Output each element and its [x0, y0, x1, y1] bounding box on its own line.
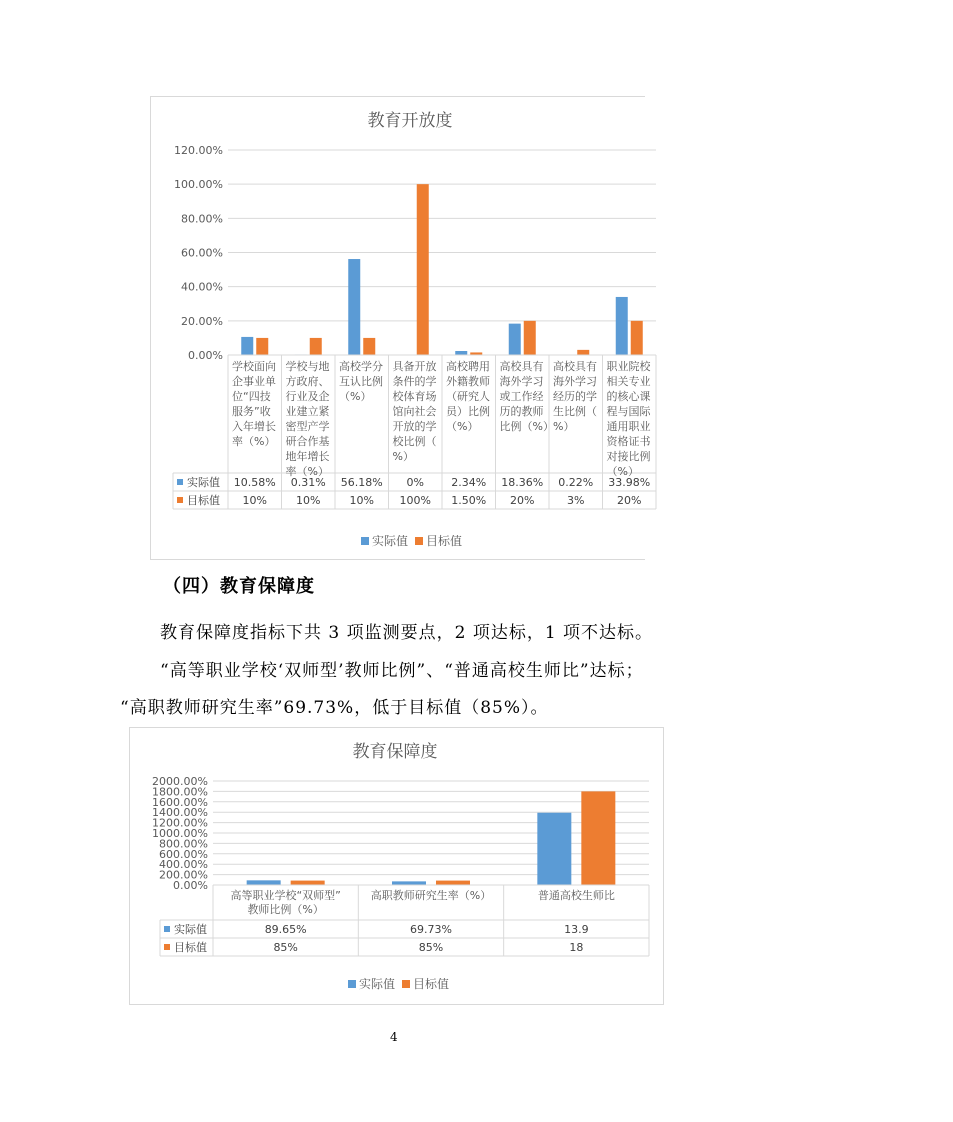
legend-swatch	[402, 980, 410, 988]
category-label: 业建立紧	[285, 405, 330, 418]
table-value: 0%	[406, 476, 424, 489]
category-label: 高校具有	[553, 360, 597, 373]
category-label: 馆向社会	[392, 405, 437, 418]
bar-target	[310, 338, 322, 355]
bar-target	[524, 321, 536, 355]
category-label: 互认比例	[339, 375, 383, 388]
category-label: （%）	[446, 420, 479, 433]
table-value: 85%	[418, 941, 444, 954]
table-value: 0.22%	[558, 476, 594, 489]
bar-actual	[537, 813, 571, 885]
y-tick-label: 40.00%	[181, 280, 223, 294]
table-value: 13.9	[564, 923, 589, 936]
bar-target	[417, 184, 429, 355]
category-label: （%）	[339, 390, 372, 403]
bar-actual	[455, 351, 467, 355]
legend-label: 实际值	[372, 534, 409, 548]
chart-2-svg	[130, 728, 663, 1004]
legend-label: 实际值	[359, 977, 396, 991]
y-tick-label: 100.00%	[174, 178, 223, 192]
category-label: 行业及企	[285, 390, 330, 403]
y-tick-label: 0.00%	[173, 879, 208, 892]
table-value: 10.58%	[233, 476, 276, 489]
category-label: 教师比例（%）	[247, 903, 324, 916]
bar-target	[291, 881, 325, 885]
table-value: 89.65%	[264, 923, 307, 936]
table-value: 2.34%	[451, 476, 487, 489]
category-label: （%）	[606, 465, 639, 478]
y-tick-label: 800.00%	[159, 837, 208, 851]
chart-title: 教育开放度	[367, 111, 453, 131]
table-value: 20%	[510, 494, 535, 507]
chart-title: 教育保障度	[352, 742, 438, 762]
y-tick-label: 200.00%	[159, 868, 208, 882]
table-series-name: 目标值	[174, 941, 207, 954]
legend-label: 目标值	[413, 977, 450, 991]
category-label: （研究人	[446, 390, 490, 403]
category-label: 校体育场	[392, 390, 437, 403]
y-tick-label: 400.00%	[159, 858, 208, 872]
chart-1-svg	[151, 97, 651, 559]
category-label: 程与国际	[606, 405, 651, 418]
category-label: 学校面向	[232, 360, 276, 373]
category-label: 相关专业	[606, 375, 651, 388]
category-label: 校比例（	[392, 435, 437, 448]
category-label: 高等职业学校“双师型”	[230, 889, 341, 902]
paragraph-3: “高职教师研究生率”69.73%，低于目标值（85%）。	[120, 698, 549, 718]
table-value: 10%	[349, 494, 374, 507]
category-label: 高校聘用	[446, 360, 490, 373]
y-tick-label: 0.00%	[188, 349, 223, 362]
table-value: 100%	[399, 494, 431, 507]
education-guarantee-chart	[129, 727, 664, 1005]
category-label: 的核心课	[606, 390, 651, 403]
y-tick-label: 2000.00%	[152, 775, 208, 788]
category-label: 研合作基	[285, 435, 330, 448]
table-legend-key	[164, 944, 170, 950]
category-label: 普通高校生师比	[537, 889, 615, 902]
table-series-name: 目标值	[187, 494, 220, 507]
category-label: 员）比例	[446, 405, 490, 418]
bar-target	[581, 791, 615, 885]
y-tick-label: 80.00%	[181, 212, 223, 226]
category-label: %）	[553, 420, 575, 433]
y-tick-label: 20.00%	[181, 314, 223, 328]
bar-actual	[509, 324, 521, 355]
legend-swatch	[361, 537, 369, 545]
table-value: 56.18%	[340, 476, 383, 489]
y-tick-label: 120.00%	[174, 144, 223, 157]
table-value: 69.73%	[410, 923, 452, 936]
table-legend-key	[164, 926, 170, 932]
y-tick-label: 1000.00%	[152, 827, 208, 840]
category-label: 生比例（	[553, 405, 597, 418]
category-label: 经历的学	[553, 390, 597, 403]
table-series-name: 实际值	[174, 923, 207, 936]
table-value: 18.36%	[501, 476, 544, 489]
bar-actual	[247, 880, 281, 885]
category-label: 高校学分	[339, 360, 383, 373]
category-label: 地年增长	[285, 450, 330, 463]
category-label: 外籍教师	[446, 375, 490, 388]
bar-actual	[616, 297, 628, 355]
bar-actual	[241, 337, 253, 355]
category-label: 历的教师	[499, 405, 544, 418]
category-label: 率（%）	[232, 435, 276, 448]
y-tick-label: 1600.00%	[152, 795, 208, 809]
paragraph-2: “高等职业学校‘双师型’教师比例”、“普通高校生师比”达标；	[160, 661, 644, 681]
category-label: 服务”收	[232, 405, 271, 418]
bar-target	[577, 350, 589, 355]
category-label: %）	[392, 450, 414, 463]
category-label: 职业院校	[606, 360, 651, 373]
category-label: 企事业单	[232, 375, 276, 388]
table-value: 0.31%	[290, 476, 326, 489]
y-tick-label: 1200.00%	[152, 816, 208, 830]
legend-label: 目标值	[426, 534, 463, 548]
table-legend-key	[177, 497, 183, 503]
category-label: 学校与地	[285, 360, 330, 373]
category-label: 资格证书	[606, 435, 651, 448]
category-label: 开放的学	[392, 420, 437, 433]
category-label: 密型产学	[285, 420, 330, 433]
bar-actual	[348, 259, 360, 355]
table-series-name: 实际值	[187, 476, 220, 489]
category-label: 或工作经	[499, 390, 544, 403]
bar-target	[436, 881, 470, 885]
table-value: 33.98%	[608, 476, 651, 489]
bar-target	[631, 321, 643, 355]
y-tick-label: 1400.00%	[152, 806, 208, 820]
page-number: 4	[390, 1030, 398, 1044]
table-value: 10%	[242, 494, 267, 507]
legend-swatch	[415, 537, 423, 545]
category-label: 比例（%）	[499, 420, 554, 433]
category-label: 条件的学	[392, 375, 437, 388]
category-label: 方政府、	[285, 375, 330, 388]
education-openness-chart	[150, 96, 651, 560]
table-value: 1.50%	[451, 494, 487, 507]
category-label: 入年增长	[232, 420, 276, 433]
category-label: 具备开放	[392, 360, 437, 373]
bar-target	[363, 338, 375, 355]
table-value: 10%	[296, 494, 321, 507]
section-heading: （四）教育保障度	[163, 576, 315, 597]
category-label: 对接比例	[606, 450, 651, 463]
category-label: 通用职业	[606, 420, 651, 433]
table-value: 3%	[567, 494, 585, 507]
table-legend-key	[177, 479, 183, 485]
category-label: 海外学习	[499, 375, 544, 388]
category-label: 高校具有	[499, 360, 544, 373]
y-tick-label: 1800.00%	[152, 785, 208, 799]
legend-swatch	[348, 980, 356, 988]
bar-actual	[392, 881, 426, 885]
table-value: 18	[569, 941, 584, 954]
category-label: 位“四技	[232, 390, 271, 403]
category-label: 率（%）	[285, 465, 329, 478]
table-value: 20%	[617, 494, 642, 507]
paragraph-1: 教育保障度指标下共 3 项监测要点，2 项达标，1 项不达标。	[160, 623, 654, 643]
table-value: 85%	[273, 941, 298, 954]
y-tick-label: 60.00%	[181, 246, 223, 260]
y-tick-label: 600.00%	[159, 847, 208, 861]
category-label: 高职教师研究生率（%）	[370, 889, 492, 902]
bar-target	[256, 338, 268, 355]
category-label: 海外学习	[553, 375, 597, 388]
